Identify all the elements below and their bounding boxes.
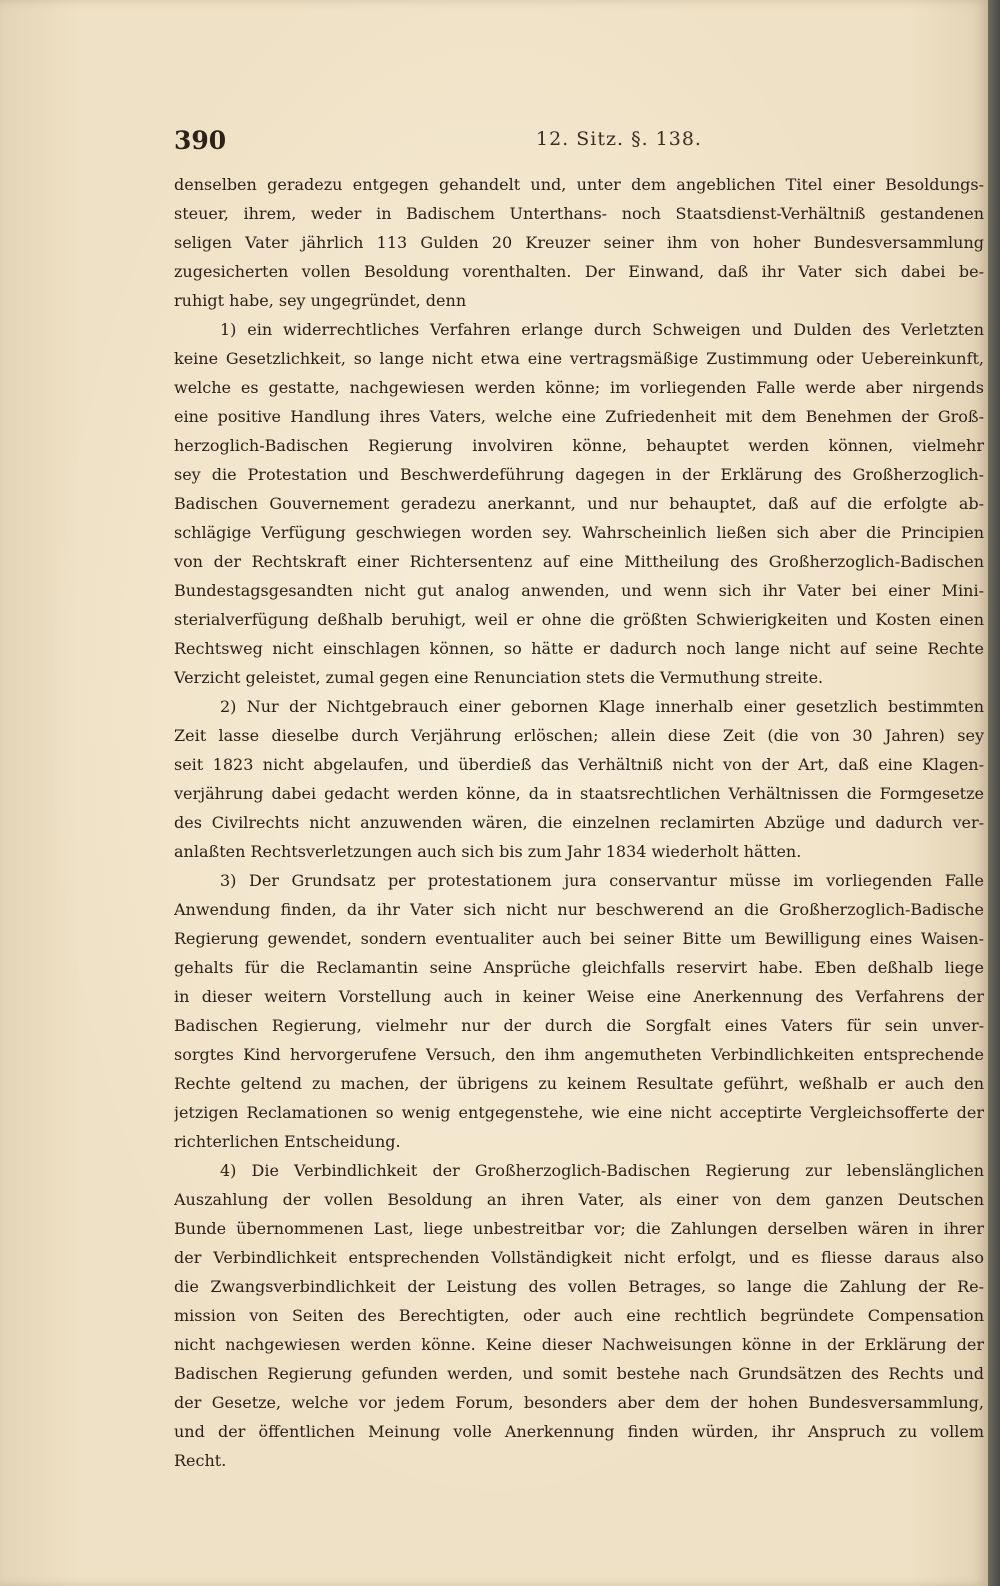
text-line: und der öffentlichen Meinung volle Anerkennung finden würden, ihr Anspruch zu vollem [174, 1422, 984, 1441]
text-line: richterlichen Entscheidung. [174, 1132, 401, 1151]
text-line: seit 1823 nicht abgelaufen, und überdieß das Verhältniß nicht von der Art, daß eine Klagen- [174, 755, 984, 774]
text-line: von der Rechtskraft einer Richtersentenz auf eine Mittheilung des Großherzoglich-Badischen [174, 552, 984, 571]
text-line: zugesicherten vollen Besoldung vorenthalten. Der Einwand, daß ihr Vater sich dabei be- [174, 262, 984, 281]
page-number: 390 [174, 126, 227, 155]
text-line: sorgtes Kind hervorgerufene Versuch, den ihm angemutheten Verbindlichkeiten entsprechende [174, 1045, 984, 1064]
text-line: Badischen Regierung, vielmehr nur der durch die Sorgfalt eines Vaters für sein unver- [174, 1016, 984, 1035]
text-line: verjährung dabei gedacht werden könne, da in staatsrechtlichen Verhältnissen die Formgesetze [174, 784, 984, 803]
text-line: in dieser weitern Vorstellung auch in keiner Weise eine Anerkennung des Verfahrens der [174, 987, 984, 1006]
text-line: sterialverfügung deßhalb beruhigt, weil er ohne die größten Schwierigkeiten und Kosten einen [174, 610, 984, 629]
text-line: Recht. [174, 1451, 227, 1470]
text-line: 1) ein widerrechtliches Verfahren erlange durch Schweigen und Dulden des Verletzten [220, 320, 984, 339]
text-line: Auszahlung der vollen Besoldung an ihren Vater, als einer von dem ganzen Deutschen [174, 1190, 984, 1209]
text-line: 3) Der Grundsatz per protestationem jura conservantur müsse im vorliegenden Falle [220, 871, 984, 890]
text-line: Badischen Gouvernement geradezu anerkannt, und nur behauptet, daß auf die erfolgte ab- [174, 494, 984, 513]
page-edge-shadow [988, 0, 1000, 1586]
text-line: keine Gesetzlichkeit, so lange nicht etwa eine vertragsmäßige Zustimmung oder Uebereinkunft, [174, 349, 984, 368]
text-line: eine positive Handlung ihres Vaters, welche eine Zufriedenheit mit dem Benehmen der Groß- [174, 407, 984, 426]
text-line: nicht nachgewiesen werden könne. Keine dieser Nachweisungen könne in der Erklärung der [174, 1335, 984, 1354]
text-line: sey die Protestation und Beschwerdeführung dagegen in der Erklärung des Großherzoglich- [174, 465, 984, 484]
text-line: welche es gestatte, nachgewiesen werden könne; im vorliegenden Falle werde aber nirgends [174, 378, 984, 397]
text-line: anlaßten Rechtsverletzungen auch sich bis zum Jahr 1834 wiederholt hätten. [174, 842, 802, 861]
text-line: des Civilrechts nicht anzuwenden wären, die einzelnen reclamirten Abzüge und dadurch ver- [174, 813, 984, 832]
text-line: Verzicht geleistet, zumal gegen eine Renunciation stets die Vermuthung streite. [174, 668, 824, 687]
body-text [174, 170, 984, 1475]
text-line: 2) Nur der Nichtgebrauch einer gebornen Klage innerhalb einer gesetzlich bestimmten [220, 697, 984, 716]
text-line: Anwendung finden, da ihr Vater sich nicht nur beschwerend an die Großherzoglich-Badische [174, 900, 984, 919]
text-line: der Verbindlichkeit entsprechenden Vollständigkeit nicht erfolgt, und es fliesse daraus also [174, 1248, 984, 1267]
text-line: die Zwangsverbindlichkeit der Leistung des vollen Betrages, so lange die Zahlung der Re- [174, 1277, 984, 1296]
text-line: steuer, ihrem, weder in Badischem Unterthans- noch Staatsdienst-Verhältniß gestandenen [174, 204, 984, 223]
text-line: denselben geradezu entgegen gehandelt und, unter dem angeblichen Titel einer Besoldungs- [174, 175, 984, 194]
text-line: jetzigen Reclamationen so wenig entgegenstehe, wie eine nicht acceptirte Vergleichsofferte der [174, 1103, 984, 1122]
text-line: ruhigt habe, sey ungegründet, denn [174, 291, 467, 310]
text-line: Bunde übernommenen Last, liege unbestreitbar vor; die Zahlungen derselben wären in ihrer [174, 1219, 984, 1238]
text-line: gehalts für die Reclamantin seine Ansprüche gleichfalls reservirt habe. Eben deßhalb liege [174, 958, 984, 977]
running-head: 12. Sitz. §. 138. [536, 128, 702, 150]
text-line: herzoglich-Badischen Regierung involviren könne, behauptet werden können, vielmehr [174, 436, 984, 455]
text-line: Regierung gewendet, sondern eventualiter auch bei seiner Bitte um Bewilligung eines Waisen- [174, 929, 984, 948]
text-line: der Gesetze, welche vor jedem Forum, besonders aber dem der hohen Bundesversammlung, [174, 1393, 984, 1412]
text-line: Zeit lasse dieselbe durch Verjährung erlöschen; allein diese Zeit (die von 30 Jahren) sey [174, 726, 984, 745]
text-line: seligen Vater jährlich 113 Gulden 20 Kreuzer seiner ihm von hoher Bundesversammlung [174, 233, 984, 252]
text-line: mission von Seiten des Berechtigten, oder auch eine rechtlich begründete Compensation [174, 1306, 984, 1325]
page-header [174, 122, 984, 162]
text-line: Rechtsweg nicht einschlagen können, so hätte er dadurch noch lange nicht auf seine Rechte [174, 639, 984, 658]
text-line: Bundestagsgesandten nicht gut analog anwenden, und wenn sich ihr Vater bei einer Mini- [174, 581, 984, 600]
text-line: schlägige Verfügung geschwiegen worden sey. Wahrscheinlich ließen sich aber die Principien [174, 523, 984, 542]
text-line: 4) Die Verbindlichkeit der Großherzoglich-Badischen Regierung zur lebenslänglichen [220, 1161, 984, 1180]
text-line: Badischen Regierung gefunden werden, und somit bestehe nach Grundsätzen des Rechts und [174, 1364, 984, 1383]
text-line: Rechte geltend zu machen, der übrigens zu keinem Resultate geführt, weßhalb er auch den [174, 1074, 984, 1093]
